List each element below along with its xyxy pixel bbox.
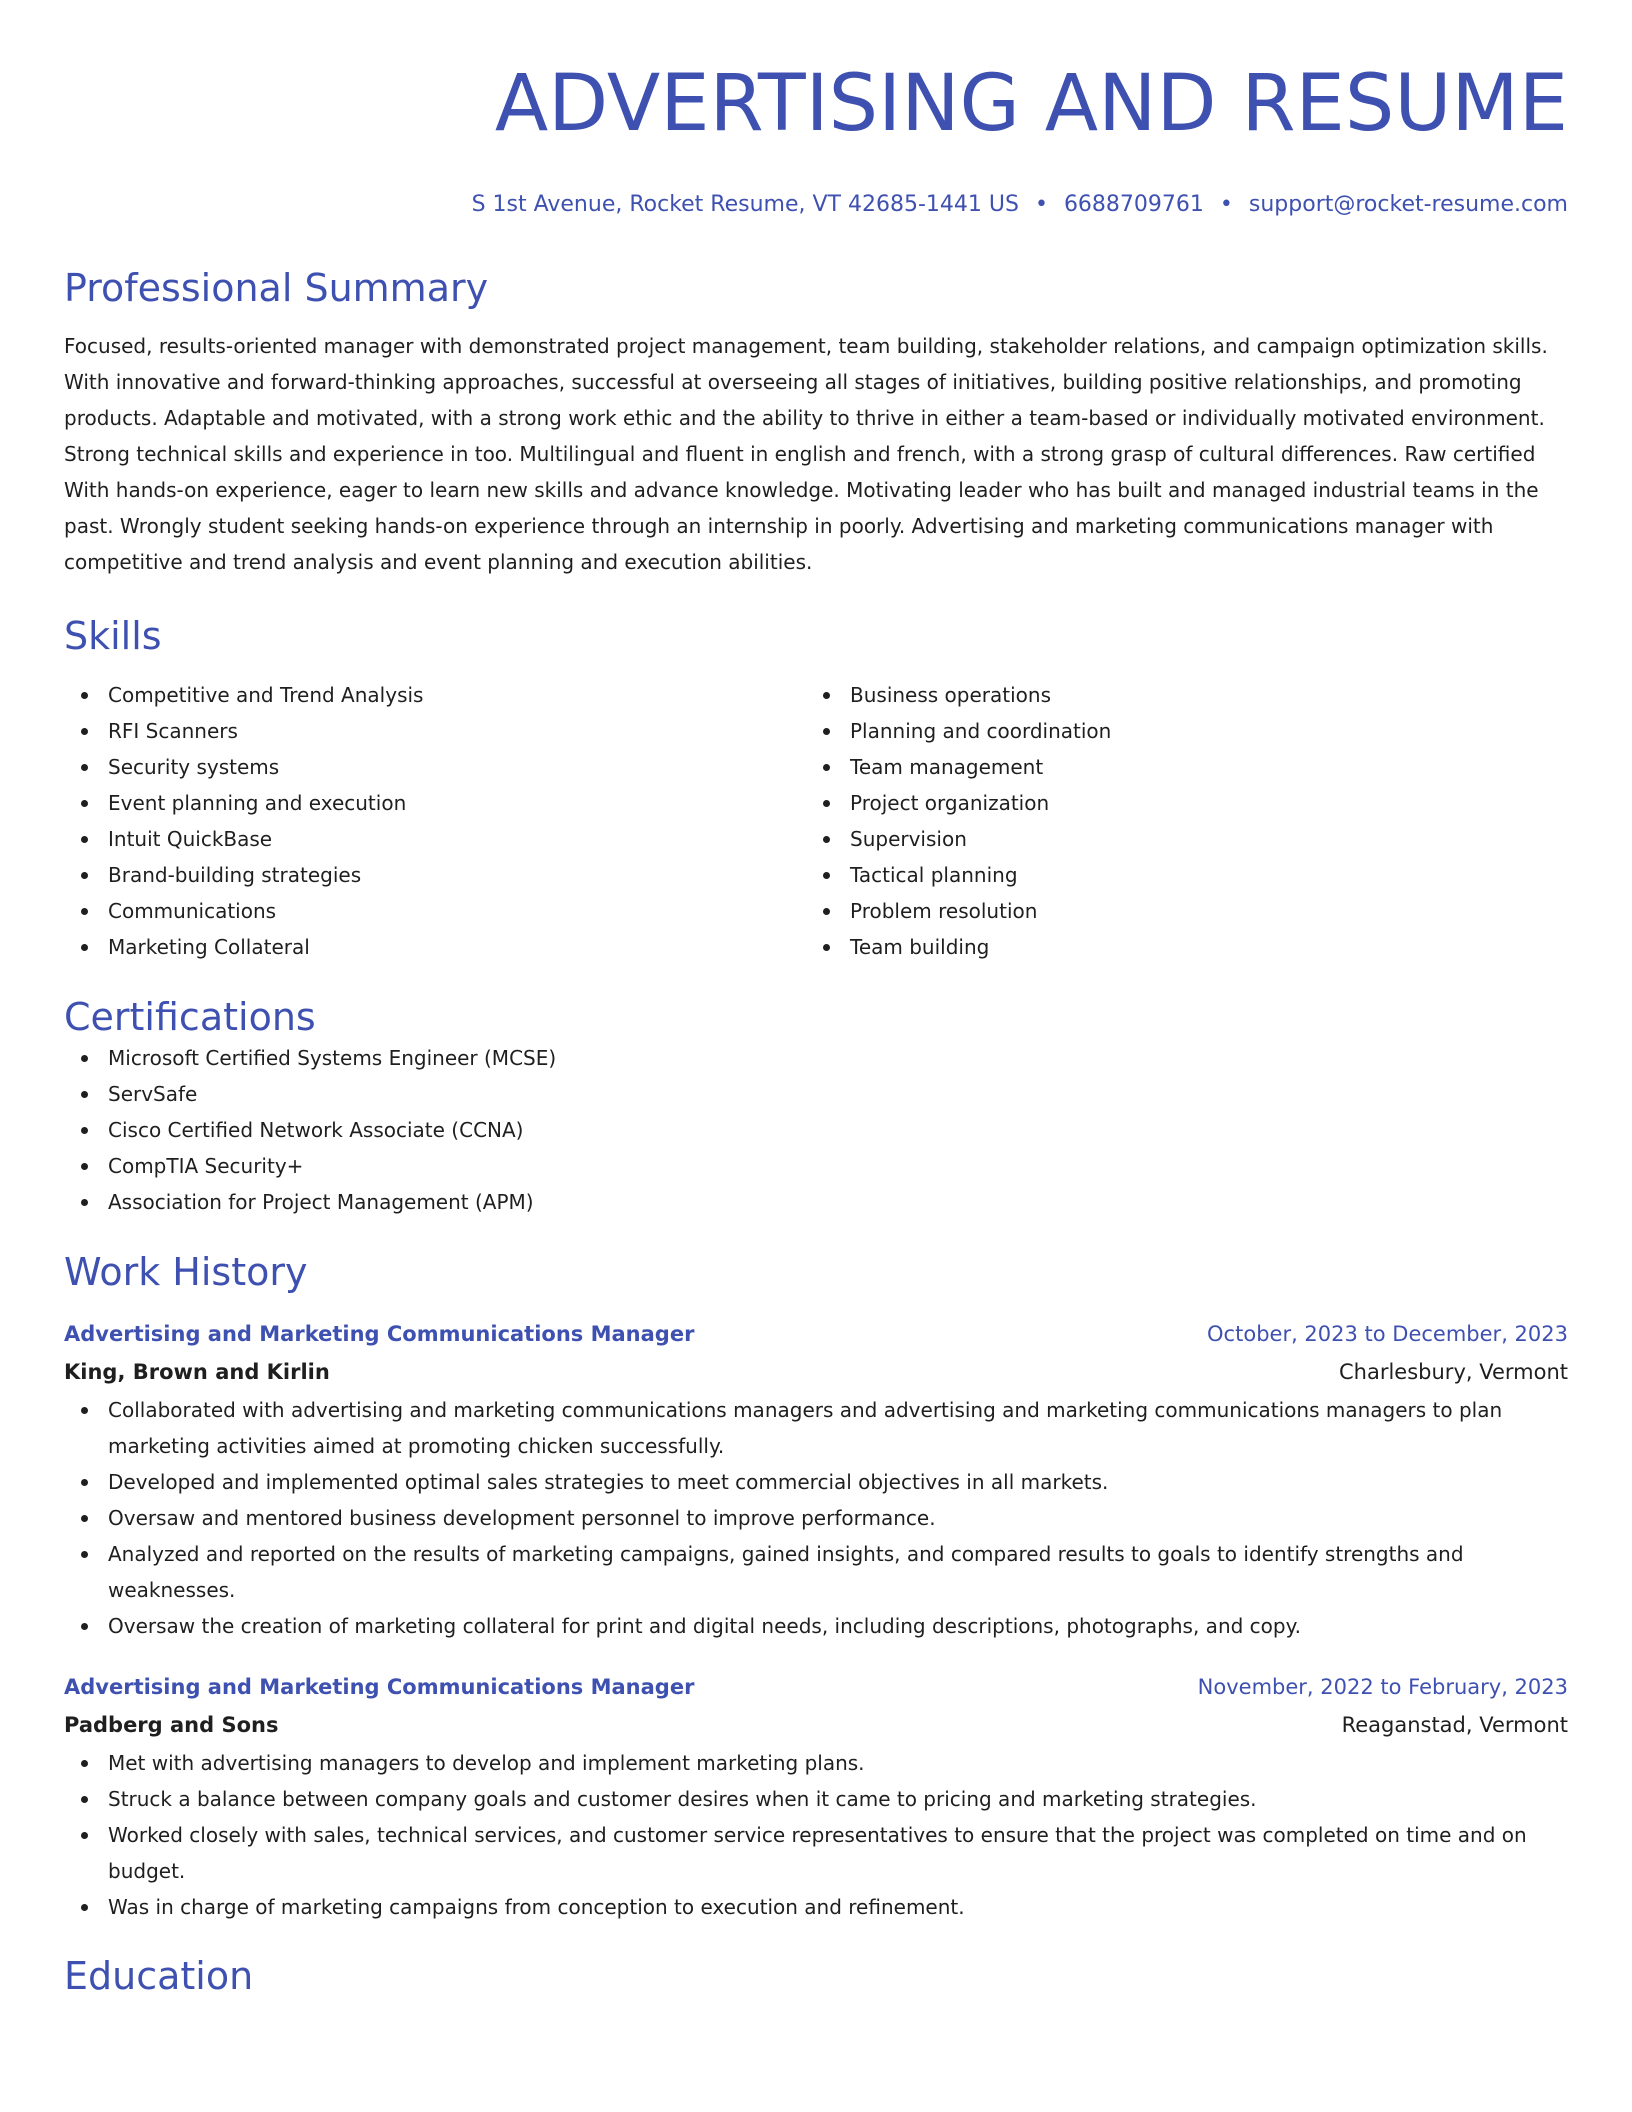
job-bullet: Struck a balance between company goals and customer desires when it came to pricing and marketing strategies. — [64, 1781, 1568, 1817]
skill-item: Competitive and Trend Analysis — [64, 677, 806, 713]
certifications-heading: Certifications — [64, 995, 316, 1039]
job-entry — [64, 1316, 1568, 1644]
skill-item: Team building — [806, 929, 1548, 965]
skill-item: Problem resolution — [806, 893, 1548, 929]
skill-item: Tactical planning — [806, 857, 1548, 893]
job-bullet: Was in charge of marketing campaigns from conception to execution and refinement. — [64, 1889, 1568, 1925]
skill-item: Security systems — [64, 749, 806, 785]
skill-item: RFI Scanners — [64, 713, 806, 749]
job-company-row — [64, 1705, 1568, 1745]
resume-page — [64, 0, 1568, 1999]
education-heading: Education — [64, 1954, 254, 1998]
job-bullets — [64, 1745, 1568, 1925]
skill-item: Intuit QuickBase — [64, 821, 806, 857]
job-header-row — [64, 1316, 1568, 1352]
job-bullet: Met with advertising managers to develop and implement marketing plans. — [64, 1745, 1568, 1781]
skill-item: Team management — [806, 749, 1548, 785]
job-bullet: Collaborated with advertising and marketing communications managers and advertising and marketing communications managers to plan marketing activities aimed at promoting chicken successfully. — [64, 1392, 1568, 1464]
job-dates: November, 2022 to February, 2023 — [1197, 1675, 1568, 1699]
job-bullets — [64, 1392, 1568, 1644]
job-bullet: Analyzed and reported on the results of marketing campaigns, gained insights, and compared results to goals to identify strengths and weaknesses. — [64, 1536, 1568, 1608]
summary-text: Focused, results-oriented manager with demonstrated project management, team building, stakeholder relations, and campaign optimization skills. With innovative and forward-thinking approaches, successful at overseeing all stages of initiatives, building positive relationships, and promoting products. Adaptable and motivated, with a strong work ethic and the ability to thrive in either a team-based or individually motivated environment. Strong technical skills and experience in too. Multilingual and fluent in english and french, with a strong grasp of cultural differences. Raw certified With hands-on experience, eager to learn new skills and advance knowledge. Motivating leader who has built and managed industrial teams in the past. Wrongly student seeking hands-on experience through an internship in poorly. Advertising and marketing communications manager with competitive and trend analysis and event planning and execution abilities. — [64, 334, 1548, 574]
skills-heading: Skills — [64, 614, 162, 658]
contact-line — [64, 190, 1568, 220]
job-entry — [64, 1669, 1568, 1925]
work-history-heading: Work History — [64, 1250, 308, 1294]
job-bullet: Developed and implemented optimal sales strategies to meet commercial objectives in all markets. — [64, 1464, 1568, 1500]
job-location: Reaganstad, Vermont — [1341, 1713, 1568, 1737]
contact-phone: 6688709761 — [1063, 192, 1204, 217]
certifications-list — [64, 1040, 1568, 1220]
skill-item: Planning and coordination — [806, 713, 1548, 749]
certification-item: Microsoft Certified Systems Engineer (MCSE) — [64, 1040, 1568, 1076]
contact-email: support@rocket-resume.com — [1248, 192, 1568, 217]
skills-right-list — [806, 677, 1548, 965]
skills-columns — [64, 677, 1568, 965]
skills-left-list — [64, 677, 806, 965]
job-title: Advertising and Marketing Communications Manager — [64, 1675, 695, 1699]
contact-separator: • — [1034, 192, 1048, 217]
skill-item: Event planning and execution — [64, 785, 806, 821]
summary-heading: Professional Summary — [64, 266, 489, 310]
skill-item: Project organization — [806, 785, 1548, 821]
skill-item: Brand-building strategies — [64, 857, 806, 893]
job-company: Padberg and Sons — [64, 1713, 279, 1737]
job-bullet: Oversaw and mentored business development personnel to improve performance. — [64, 1500, 1568, 1536]
skill-item: Communications — [64, 893, 806, 929]
skill-item: Supervision — [806, 821, 1548, 857]
job-location: Charlesbury, Vermont — [1339, 1360, 1568, 1384]
job-bullet: Worked closely with sales, technical services, and customer service representatives to ensure that the project was completed on time and on budget. — [64, 1817, 1568, 1889]
job-title: Advertising and Marketing Communications Manager — [64, 1322, 695, 1346]
job-company-row — [64, 1352, 1568, 1392]
job-bullet: Oversaw the creation of marketing collateral for print and digital needs, including descriptions, photographs, and copy. — [64, 1608, 1568, 1644]
certification-item: ServSafe — [64, 1076, 1568, 1112]
contact-separator: • — [1219, 192, 1233, 217]
skill-item: Marketing Collateral — [64, 929, 806, 965]
job-dates: October, 2023 to December, 2023 — [1207, 1322, 1568, 1346]
job-header-row — [64, 1669, 1568, 1705]
job-company: King, Brown and Kirlin — [64, 1360, 330, 1384]
resume-name: ADVERTISING AND RESUME — [494, 59, 1568, 149]
skill-item: Business operations — [806, 677, 1548, 713]
certification-item: Association for Project Management (APM) — [64, 1184, 1568, 1220]
certification-item: Cisco Certified Network Associate (CCNA) — [64, 1112, 1568, 1148]
certification-item: CompTIA Security+ — [64, 1148, 1568, 1184]
contact-address: S 1st Avenue, Rocket Resume, VT 42685-1441 US — [471, 192, 1019, 217]
